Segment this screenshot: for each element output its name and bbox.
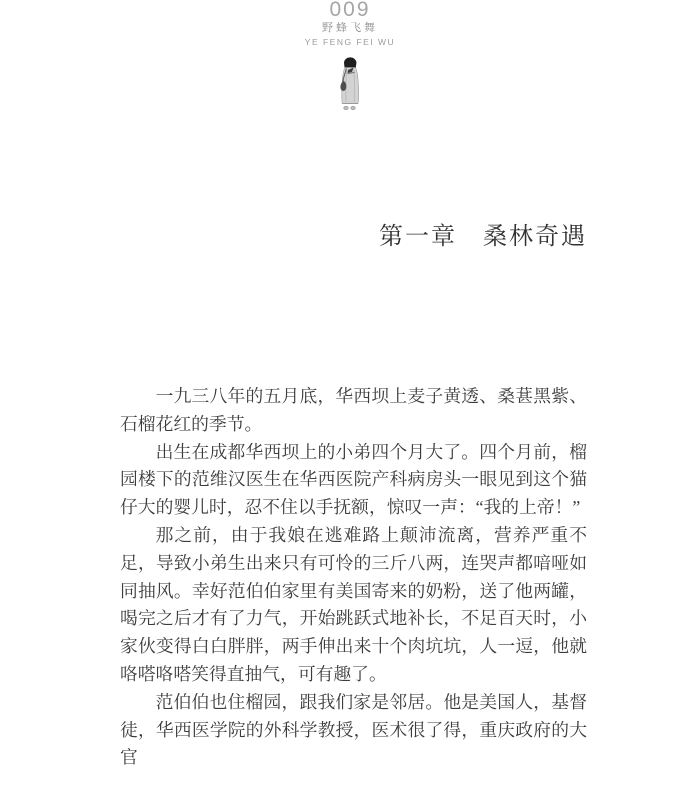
paragraph: 范伯伯也住榴园，跟我们家是邻居。他是美国人，基督徒，华西医学院的外科学教授，医术很了得，重庆政府的大官 <box>120 691 587 768</box>
body-text <box>120 383 587 772</box>
book-title-pinyin: YE FENG FEI WU <box>304 37 396 47</box>
paragraph: 一九三八年的五月底，华西坝上麦子黄透、桑葚黑紫、石榴花红的季节。 <box>120 386 587 434</box>
header-illustration-area <box>0 57 700 111</box>
page-number: 009 <box>329 0 371 21</box>
paragraph: 那之前，由于我娘在逃难路上颠沛流离，营养严重不足，导致小弟生出来只有可怜的三斤八两，连哭声都喑哑如同抽风。幸好范伯伯家里有美国寄来的奶粉，送了他两罐，喝完之后才有了力气，开始跳跃式地补长，不足百天时，小家伙变得白白胖胖，两手伸出来十个肉坑坑，人一逗，他就咯嗒咯嗒笑得直抽气，可有趣了。 <box>120 524 587 684</box>
chapter-title: 第一章 桑林奇遇 <box>379 224 587 250</box>
child-in-robe-illustration-icon <box>331 57 369 111</box>
paragraph: 出生在成都华西坝上的小弟四个月大了。四个月前，榴园楼下的范维汉医生在华西医院产科病房头一眼见到这个猫仔大的婴儿时，忍不住以手抚额，惊叹一声：“我的上帝！” <box>120 441 587 518</box>
running-header <box>0 0 700 111</box>
book-title: 野蜂飞舞 <box>322 22 378 34</box>
